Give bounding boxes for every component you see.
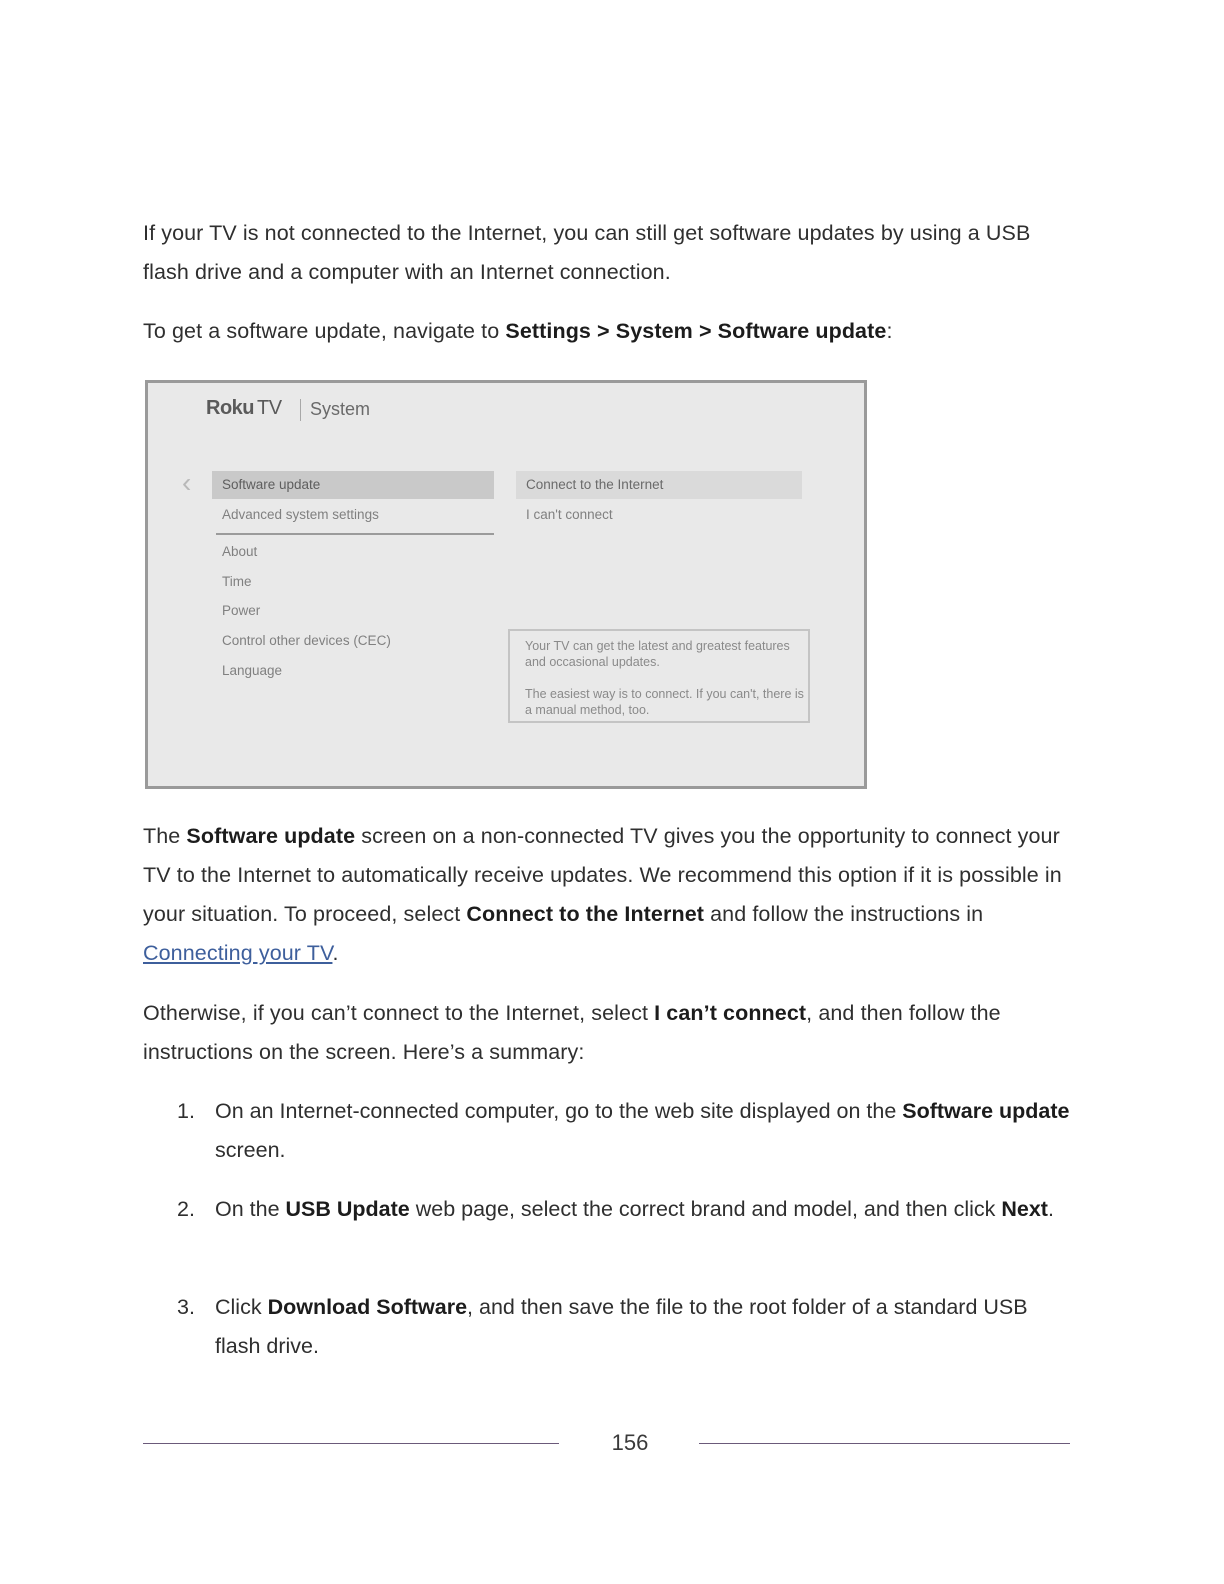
text: web page, select the correct brand and model, and then click <box>409 1197 1002 1221</box>
footer-rule-right <box>699 1443 1070 1444</box>
step-number: 1. <box>177 1099 195 1123</box>
roku-tv-logo <box>206 397 282 420</box>
logo-tv: TV <box>257 397 282 419</box>
text: On an Internet-connected computer, go to the web site displayed on the <box>215 1099 903 1123</box>
bold-text: Software update <box>902 1099 1070 1123</box>
bold-text: Download Software <box>267 1295 468 1319</box>
section-title: System <box>310 399 371 419</box>
step-text <box>215 1288 1075 1366</box>
settings-path: Settings > System > Software update <box>505 319 887 343</box>
info-text-2: The easiest way is to connect. If you can't, there is a manual method, too. <box>525 687 804 717</box>
nav-suffix: : <box>886 319 893 343</box>
text: . <box>1047 1197 1054 1221</box>
info-text-1: Your TV can get the latest and greatest features and occasional updates. <box>525 639 790 669</box>
bold-software-update: Software update <box>186 824 356 848</box>
step-number: 2. <box>177 1197 195 1221</box>
text: , and then follow the instructions on the screen. Here’s a summary: <box>143 1001 1001 1064</box>
menu-item-time[interactable]: Time <box>222 574 252 589</box>
nav-prefix: To get a software update, navigate to <box>143 319 506 343</box>
menu-item-cec[interactable]: Control other devices (CEC) <box>222 633 391 648</box>
text: screen on a non-connected TV gives you the opportunity to connect your TV to the Internet to automatically receive updates. We recommend this option if it is possible in your situation. To proceed, select <box>143 824 1062 926</box>
text: Otherwise, if you can’t connect to the Internet, select <box>143 1001 655 1025</box>
text: and follow the instructions in <box>704 902 984 926</box>
menu-item-language[interactable]: Language <box>222 663 283 678</box>
bold-text: Next <box>1001 1197 1048 1221</box>
system-screenshot <box>145 380 867 789</box>
bold-text: USB Update <box>285 1197 410 1221</box>
option-connect-internet[interactable]: Connect to the Internet <box>516 471 802 499</box>
step-number: 3. <box>177 1295 195 1319</box>
info-panel <box>508 629 810 723</box>
footer-rule-left <box>143 1443 559 1444</box>
software-update-paragraph <box>143 817 1078 973</box>
menu-item-power[interactable]: Power <box>222 603 261 618</box>
menu-divider <box>216 533 494 535</box>
text: screen. <box>215 1138 286 1162</box>
chevron-left-icon[interactable]: ‹ <box>182 467 192 498</box>
logo-brand: Roku <box>206 397 254 419</box>
text: , and then save the file to the root folder of a standard USB flash drive. <box>215 1295 1028 1358</box>
menu-item-advanced-settings[interactable]: Advanced system settings <box>222 507 379 522</box>
intro-paragraph: If your TV is not connected to the Internet, you can still get software updates by using a USB flash drive and a computer with an Internet connection. <box>143 221 1031 284</box>
step-text <box>215 1190 1075 1229</box>
menu-item-about[interactable]: About <box>222 544 258 559</box>
bold-cant-connect: I can’t connect <box>654 1001 807 1025</box>
menu-item-software-update[interactable]: Software update <box>212 471 494 499</box>
step-text <box>215 1092 1075 1170</box>
cant-connect-paragraph <box>143 994 1078 1072</box>
text: Click <box>215 1295 268 1319</box>
navigation-instruction <box>143 312 1078 351</box>
text: On the <box>215 1197 286 1221</box>
bold-connect-internet: Connect to the Internet <box>466 902 705 926</box>
header-separator <box>300 399 301 421</box>
connecting-your-tv-link[interactable]: Connecting your TV <box>143 941 333 965</box>
text: The <box>143 824 187 848</box>
option-cant-connect[interactable]: I can't connect <box>526 507 613 522</box>
text: . <box>332 941 339 965</box>
page-number: 156 <box>611 1430 649 1455</box>
